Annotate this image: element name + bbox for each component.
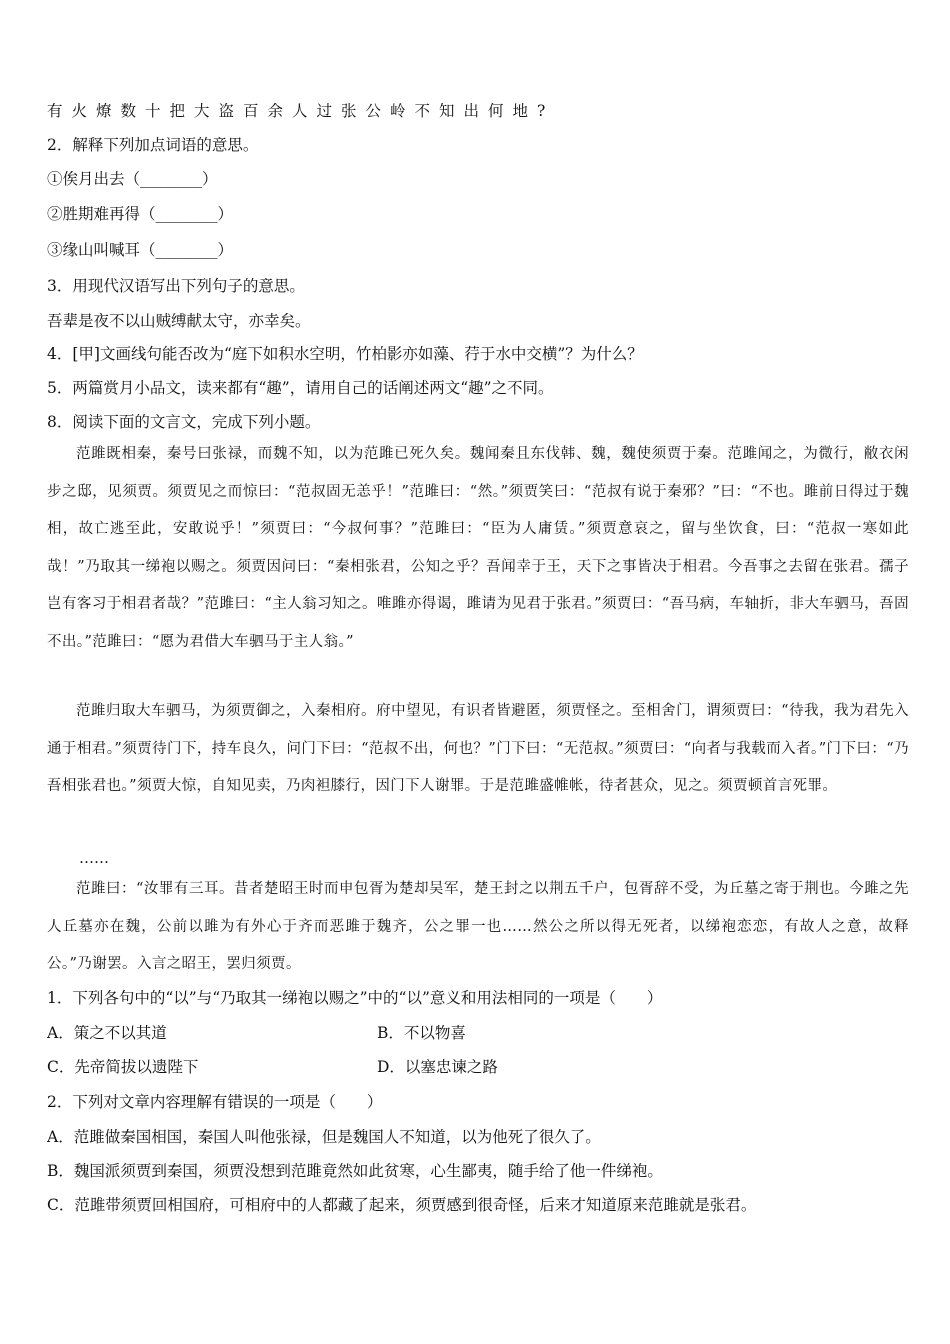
sub-question-1-option-d: D．以塞忠谏之路 — [377, 1058, 498, 1076]
question-2-item: ②胜期难再得（________） — [47, 205, 234, 223]
question-5: 5．两篇赏月小品文，读来都有“趣”，请用自己的话阐述两文“趣”之不同。 — [47, 379, 554, 397]
sub-question-1-option-a: A．策之不以其道 — [47, 1024, 167, 1042]
sub-question-1-option-c: C．先帝简拔以遗陛下 — [47, 1058, 199, 1076]
passage-paragraph-1: 范雎既相秦，秦号曰张禄，而魏不知，以为范雎已死久矣。魏闻秦且东伐韩、魏，魏使须贾于秦。范雎闻之，为微行，敝衣闲步之邸，见须贾。须贾见之而惊曰：“范叔固无恙乎！”范雎曰：“然。”须贾笑曰：“范叔有说于秦邪？”曰：“不也。雎前日得过于魏相，故亡逃至此，安敢说乎！”须贾曰：“今叔何事？”范雎曰：“臣为人庸赁。”须贾意哀之，留与坐饮食，曰：“范叔一寒如此哉！”乃取其一绨袍以赐之。须贾因问曰：“秦相张君，公知之乎？吾闻幸于王，天下之事皆决于相君。今吾事之去留在张君。孺子岂有客习于相君者哉？”范雎曰：“主人翁习知之。唯雎亦得谒，雎请为见君于张君。”须贾曰：“吾马病，车轴折，非大车驷马，吾固不出。”范雎曰：“愿为君借大车驷马于主人翁。” — [47, 446, 909, 650]
question-2-title: 2．解释下列加点词语的意思。 — [47, 136, 259, 154]
passage-paragraph-2: 范雎归取大车驷马，为须贾御之，入秦相府。府中望见，有识者皆避匿，须贾怪之。至相舍门，谓须贾曰：“待我，我为君先入通于相君。”须贾待门下，持车良久，问门下曰：“范叔不出，何也？”门下曰：“无范叔。”须贾曰：“向者与我载而入者。”门下曰：“乃吾相张君也。”须贾大惊，自知见卖，乃肉袒膝行，因门下人谢罪。于是范雎盛帷帐，待者甚众，见之。须贾顿首言死罪。 — [47, 703, 909, 794]
sub-question-2-option-b: B．魏国派须贾到秦国，须贾没想到范雎竟然如此贫寒，心生鄙夷，随手给了他一件绨袍。 — [47, 1162, 663, 1180]
question-3-sentence: 吾辈是夜不以山贼缚献太守，亦幸矣。 — [47, 312, 311, 330]
question-3-title: 3．用现代汉语写出下列句子的意思。 — [47, 277, 305, 295]
question-2-item: ③缘山叫喊耳（________） — [47, 241, 234, 259]
sub-question-1-title: 1．下列各句中的“以”与“乃取其一绨袍以赐之”中的“以”意义和用法相同的一项是（ ） — [47, 989, 663, 1007]
sub-question-2-option-a: A．范雎做秦国相国，秦国人叫他张禄，但是魏国人不知道，以为他死了很久了。 — [47, 1128, 601, 1146]
question-4: 4．[甲]文画线句能否改为“庭下如积水空明，竹柏影亦如藻、荇于水中交横”？为什么？ — [47, 345, 643, 363]
intro-line: 有火燎数十把大盗百余人过张公岭不知出何地? — [47, 102, 555, 120]
sub-question-1-option-b: B．不以物喜 — [377, 1024, 466, 1042]
sub-question-2-title: 2．下列对文章内容理解有错误的一项是（ ） — [47, 1093, 383, 1111]
passage-paragraph-3: 范雎曰：“汝罪有三耳。昔者楚昭王时而申包胥为楚却吴军，楚王封之以荆五千户，包胥辞不受，为丘墓之寄于荆也。今雎之先人丘墓亦在魏，公前以雎为有外心于齐而恶雎于魏齐，公之罪一也……然公之所以得无死者，以绨袍恋恋，有故人之意，故释公。”乃谢罢。入言之昭王，罢归须贾。 — [47, 881, 909, 972]
question-2-item: ①俟月出去（________） — [47, 170, 218, 188]
sub-question-2-option-c: C．范雎带须贾回相国府，可相府中的人都藏了起来，须贾感到很奇怪，后来才知道原来范雎就是张君。 — [47, 1196, 757, 1214]
question-8-title: 8．阅读下面的文言文，完成下列小题。 — [47, 413, 321, 431]
passage-ellipsis: …… — [79, 849, 109, 867]
